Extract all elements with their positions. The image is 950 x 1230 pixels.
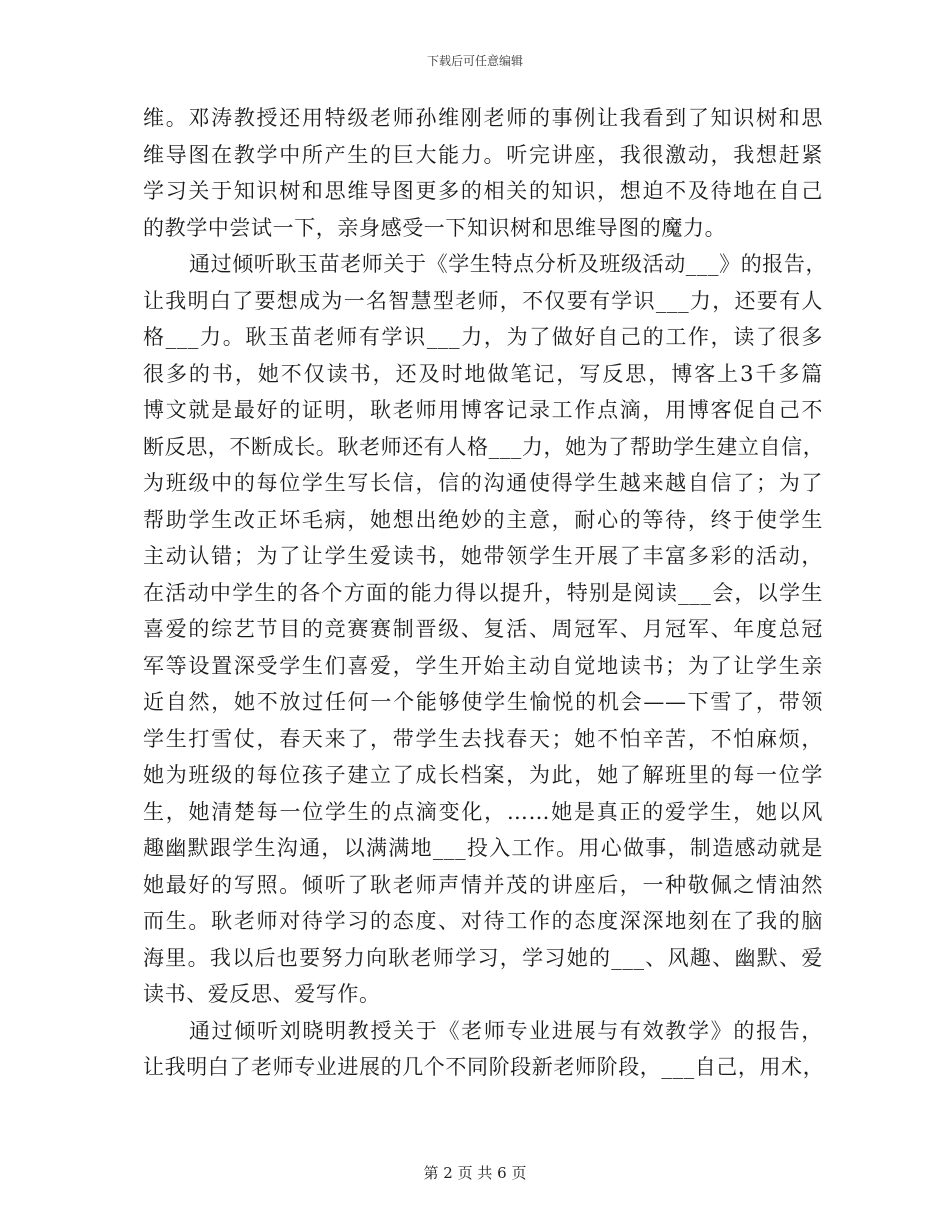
text-line-7: 格___力。耿玉苗老师有学识___力，为了做好自己的工作，读了很多 bbox=[143, 325, 823, 349]
page-number: 第 2 页 共 6 页 bbox=[423, 1164, 527, 1182]
text-line-25: 读书、爱反思、爱写作。 bbox=[143, 982, 381, 1006]
text-line-19: 她为班级的每位孩子建立了成长档案，为此，她了解班里的每一位学 bbox=[143, 763, 823, 787]
text-line-15: 喜爱的综艺节目的竞赛赛制晋级、复活、周冠军、月冠军、年度总冠 bbox=[143, 617, 823, 641]
page-header-note: 下载后可任意编辑 bbox=[426, 54, 523, 68]
text-line-6: 让我明白了要想成为一名智慧型老师，不仅要有学识___力，还要有人 bbox=[143, 288, 823, 313]
text-line-12: 帮助学生改正坏毛病，她想出绝妙的主意，耐心的等待，终于使学生 bbox=[143, 507, 823, 532]
text-line-16: 军等设置深受学生们喜爱，学生开始主动自觉地读书；为了让学生亲 bbox=[143, 653, 823, 678]
text-line-4: 的教学中尝试一下，亲身感受一下知识树和思维导图的魔力。 bbox=[143, 215, 727, 240]
paragraph-start-geng-report: 通过倾听耿玉苗老师关于《学生特点分析及班级活动___》的报告， bbox=[189, 252, 828, 276]
text-line-1: 维。邓涛教授还用特级老师孙维刚老师的事例让我看到了知识树和思 bbox=[143, 106, 823, 130]
text-line-20: 生，她清楚每一位学生的点滴变化，……她是真正的爱学生，她以风 bbox=[143, 799, 823, 824]
text-line-2: 维导图在教学中所产生的巨大能力。听完讲座，我很激动，我想赶紧 bbox=[143, 142, 823, 167]
text-line-24: 海里。我以后也要努力向耿老师学习，学习她的___、风趣、幽默、爱 bbox=[143, 945, 823, 970]
text-line-23: 而生。耿老师对待学习的态度、对待工作的态度深深地刻在了我的脑 bbox=[143, 909, 823, 933]
text-line-8: 很多的书，她不仅读书，还及时地做笔记，写反思，博客上3千多篇 bbox=[143, 361, 823, 386]
text-line-3: 学习关于知识树和思维导图更多的相关的知识，想迫不及待地在自己 bbox=[143, 179, 823, 203]
text-line-14: 在活动中学生的各个方面的能力得以提升，特别是阅读___会，以学生 bbox=[143, 580, 823, 605]
text-line-18: 学生打雪仗，春天来了，带学生去找春天；她不怕辛苦，不怕麻烦， bbox=[143, 726, 823, 751]
text-line-21: 趣幽默跟学生沟通，以满满地___投入工作。用心做事，制造感动就是 bbox=[143, 836, 823, 860]
text-line-10: 断反思，不断成长。耿老师还有人格___力，她为了帮助学生建立自信， bbox=[143, 434, 825, 459]
text-line-13: 主动认错；为了让学生爱读书，她带领学生开展了丰富多彩的活动， bbox=[143, 544, 823, 568]
text-line-17: 近自然，她不放过任何一个能够使学生愉悦的机会——下雪了，带领 bbox=[143, 690, 823, 714]
text-line-11: 为班级中的每位学生写长信，信的沟通使得学生越来越自信了；为了 bbox=[143, 471, 823, 495]
paragraph-start-liu-report: 通过倾听刘晓明教授关于《老师专业进展与有效教学》的报告， bbox=[189, 1018, 823, 1043]
text-line-9: 博文就是最好的证明，耿老师用博客记录工作点滴，用博客促自己不 bbox=[143, 398, 823, 422]
text-line-27: 让我明白了老师专业进展的几个不同阶段新老师阶段，___自己，用术， bbox=[143, 1055, 825, 1079]
text-line-22: 她最好的写照。倾听了耿老师声情并茂的讲座后，一种敬佩之情油然 bbox=[143, 872, 823, 897]
document-body bbox=[143, 100, 828, 1086]
